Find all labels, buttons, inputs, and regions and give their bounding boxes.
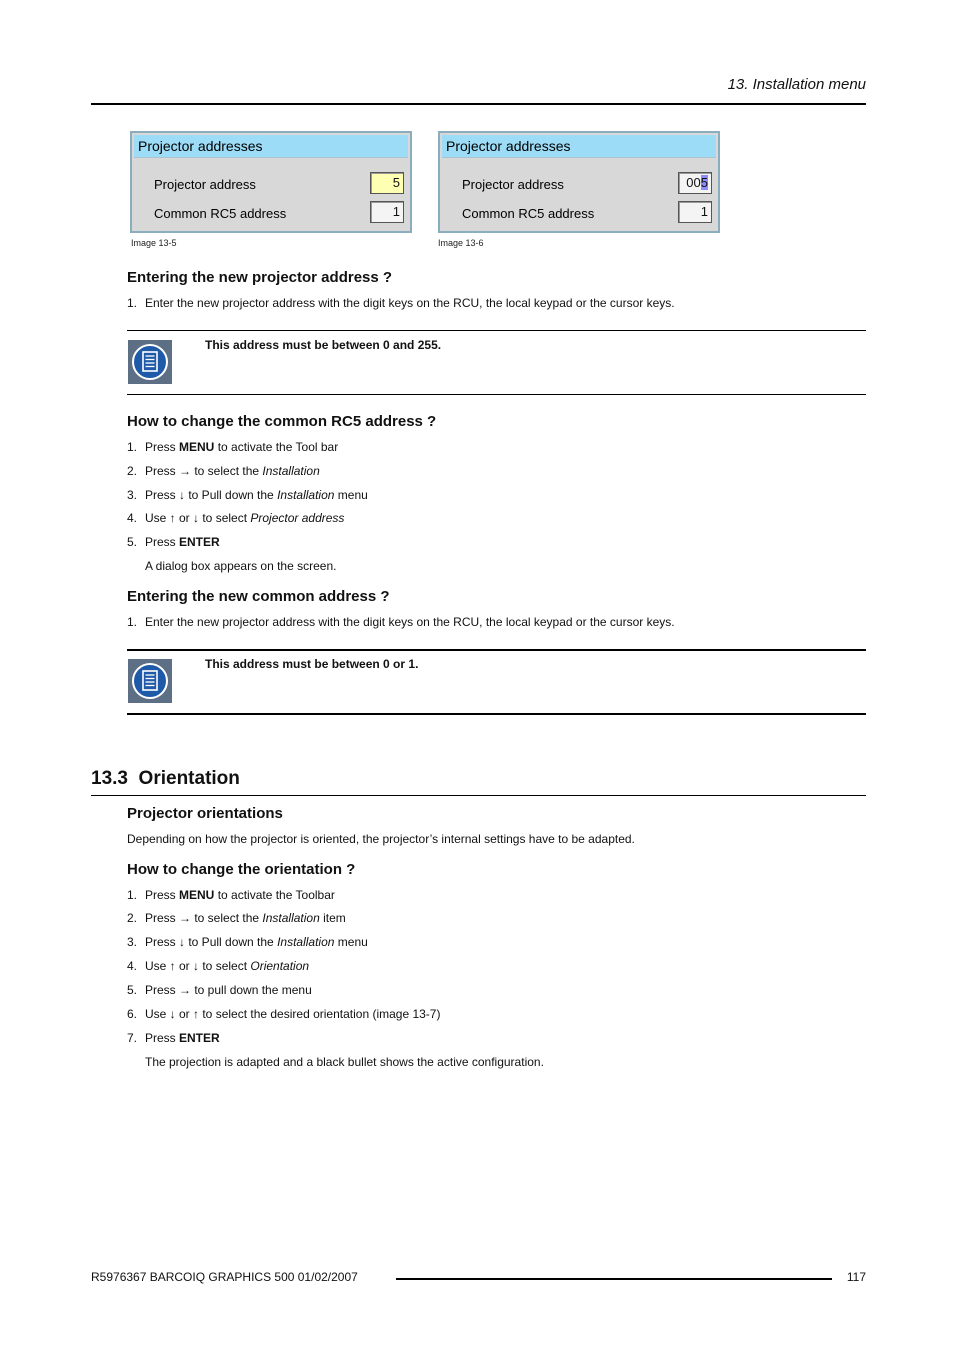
step-menu-name: Installation — [277, 488, 335, 502]
section-rule — [91, 795, 866, 796]
step-key: MENU — [179, 440, 215, 454]
note-rule-bottom — [127, 394, 866, 395]
step-part: Press ↓ to Pull down the — [145, 935, 278, 949]
step-text — [145, 511, 344, 525]
step-number: 1. — [127, 296, 138, 310]
section-name: Orientation — [138, 768, 240, 789]
paragraph: Depending on how the projector is oriented, the projector’s internal settings have to be adapted. — [127, 832, 635, 846]
step-text — [145, 488, 368, 502]
step-number: 3. — [127, 935, 138, 949]
step-key: ENTER — [179, 1031, 220, 1045]
step-number: 2. — [127, 911, 138, 925]
step-text — [145, 959, 309, 973]
dialog-projector-addresses-2 — [438, 131, 720, 233]
image-caption: Image 13-5 — [131, 238, 177, 248]
step-part: menu — [334, 488, 368, 502]
note-rule-top — [127, 649, 866, 651]
step-text: Enter the new projector address with the digit keys on the RCU, the local keypad or the cursor keys. — [145, 296, 675, 310]
step-part: Press → to select the — [145, 911, 263, 925]
step-part: Press → to select the — [145, 464, 263, 478]
step-text — [145, 888, 335, 902]
step-text — [145, 1031, 220, 1045]
footer-doc-info: R5976367 BARCOIQ GRAPHICS 500 01/02/2007 — [91, 1270, 358, 1284]
step-number: 6. — [127, 1007, 138, 1021]
step-text — [145, 440, 338, 454]
heading-projector-orientations: Projector orientations — [127, 805, 283, 822]
note-rule-bottom — [127, 713, 866, 715]
step-result: A dialog box appears on the screen. — [145, 559, 337, 573]
step-part: to activate the Toolbar — [214, 888, 335, 902]
common-rc5-address-field[interactable]: 1 — [678, 201, 712, 223]
step-text: Enter the new projector address with the digit keys on the RCU, the local keypad or the cursor keys. — [145, 615, 675, 629]
step-text: Press → to pull down the menu — [145, 983, 312, 997]
projector-address-label: Projector address — [462, 177, 564, 192]
step-key: ENTER — [179, 535, 220, 549]
step-part: Press — [145, 535, 180, 549]
selected-digit: 5 — [700, 175, 708, 190]
step-text — [145, 911, 346, 925]
running-header: 13. Installation menu — [727, 76, 866, 93]
value-prefix: 00 — [686, 175, 701, 190]
step-key: MENU — [179, 888, 215, 902]
note-icon — [128, 659, 172, 703]
step-part: menu — [334, 935, 368, 949]
heading-change-orientation: How to change the orientation ? — [127, 861, 356, 878]
common-rc5-address-field[interactable]: 1 — [370, 201, 404, 223]
step-part: Press — [145, 888, 180, 902]
common-rc5-address-label: Common RC5 address — [462, 206, 595, 221]
step-number: 1. — [127, 440, 138, 454]
section-title — [91, 768, 240, 790]
step-number: 7. — [127, 1031, 138, 1045]
image-caption: Image 13-6 — [438, 238, 484, 248]
step-part: to activate the Tool bar — [214, 440, 339, 454]
step-menu-name: Installation — [262, 464, 320, 478]
step-menu-name: Orientation — [250, 959, 310, 973]
projector-address-field[interactable]: 5 — [370, 172, 404, 194]
projector-address-label: Projector address — [154, 177, 256, 192]
step-number: 5. — [127, 535, 138, 549]
common-rc5-address-label: Common RC5 address — [154, 206, 287, 221]
step-menu-name: Installation — [277, 935, 335, 949]
step-text — [145, 935, 368, 949]
step-text — [145, 535, 220, 549]
step-part: Press ↓ to Pull down the — [145, 488, 278, 502]
step-menu-name: Installation — [262, 911, 320, 925]
step-number: 1. — [127, 888, 138, 902]
step-number: 5. — [127, 983, 138, 997]
note-text: This address must be between 0 or 1. — [205, 657, 419, 671]
step-number: 4. — [127, 959, 138, 973]
section-number: 13.3 — [91, 768, 128, 789]
step-part: item — [319, 911, 346, 925]
dialog-projector-addresses-1 — [130, 131, 412, 233]
note-icon — [128, 340, 172, 384]
step-number: 4. — [127, 511, 138, 525]
heading-entering-projector-address: Entering the new projector address ? — [127, 269, 393, 286]
header-rule — [91, 103, 866, 105]
step-text: Use ↓ or ↑ to select the desired orientation (image 13-7) — [145, 1007, 441, 1021]
step-menu-name: Projector address — [250, 511, 345, 525]
step-text — [145, 464, 320, 478]
step-part: Press — [145, 440, 180, 454]
note-text: This address must be between 0 and 255. — [205, 338, 442, 352]
step-result: The projection is adapted and a black bullet shows the active configuration. — [145, 1055, 544, 1069]
heading-change-rc5-address: How to change the common RC5 address ? — [127, 413, 437, 430]
note-rule-top — [127, 330, 866, 331]
step-number: 1. — [127, 615, 138, 629]
step-number: 2. — [127, 464, 138, 478]
dialog-title: Projector addresses — [442, 135, 716, 157]
step-number: 3. — [127, 488, 138, 502]
dialog-title: Projector addresses — [134, 135, 408, 157]
step-part: Use ↑ or ↓ to select — [145, 511, 251, 525]
page-number: 117 — [846, 1270, 866, 1284]
step-part: Press — [145, 1031, 180, 1045]
projector-address-field[interactable] — [678, 172, 712, 194]
heading-entering-common-address: Entering the new common address ? — [127, 588, 390, 605]
footer-rule — [396, 1278, 832, 1280]
step-part: Use ↑ or ↓ to select — [145, 959, 251, 973]
